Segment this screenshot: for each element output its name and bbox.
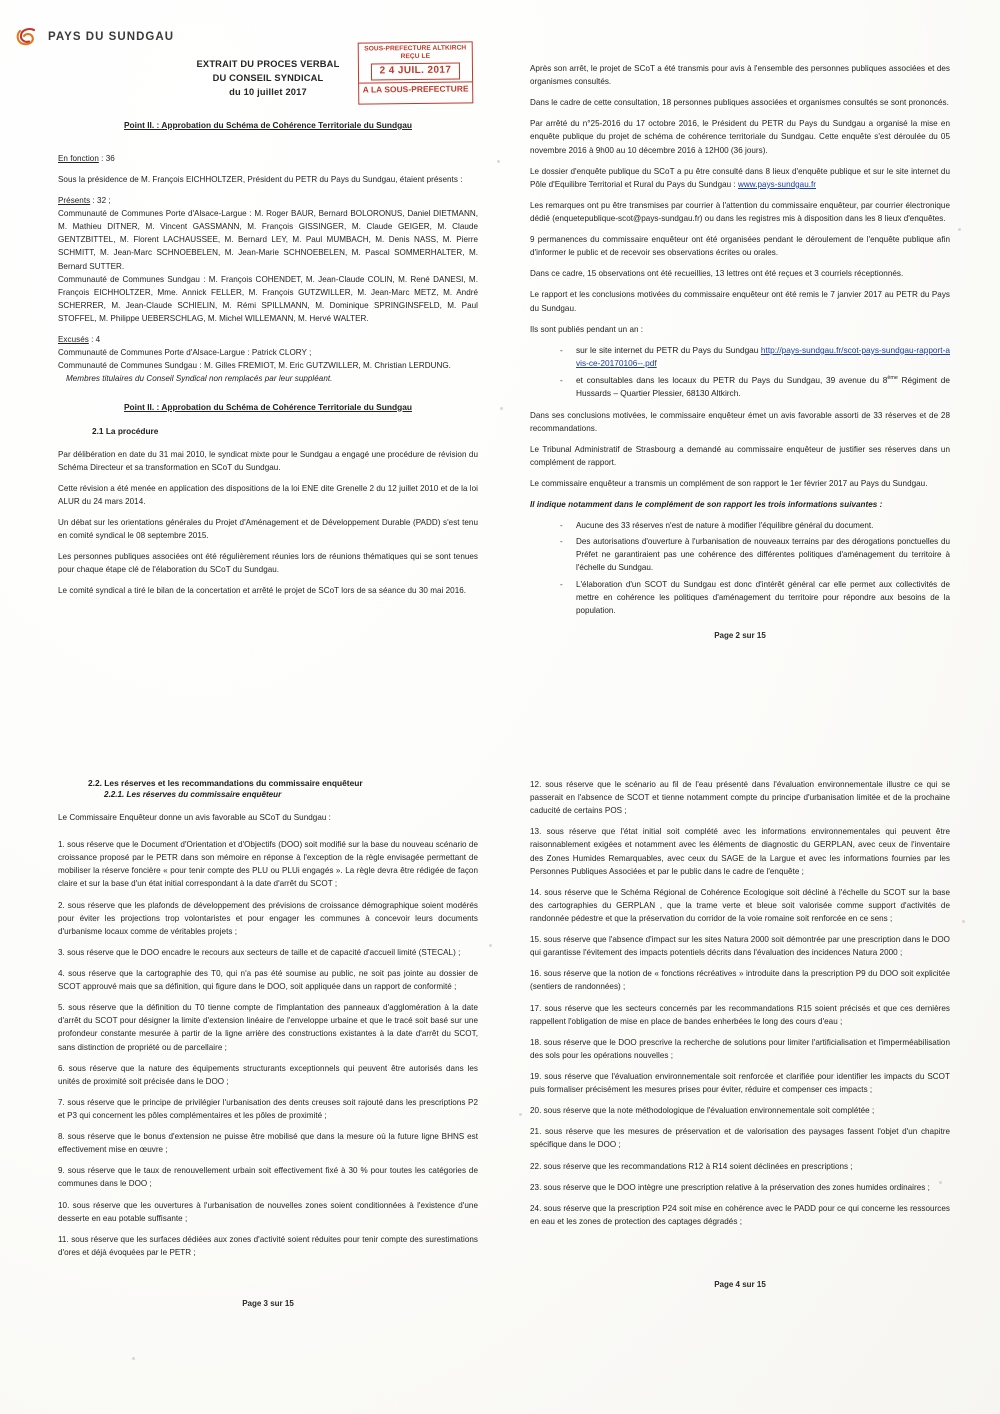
presents-cc-sundgau: Communauté de Communes Sundgau : M. François COHENDET, M. Jean-Claude COLIN, M. René DANESI, M. François EICHHOLTZER, Mme. Annick FELLER, M. François GUTZWILLER, M. Jean-Marc METZ, M. André SCHERRER, M. Jean-Claude SCHIELIN, M. Rémi SPILLMANN, M. Dominique SPRINGINSFELD, M. Paul STOFFEL, M. Philippe UEBERSCHLAG, M. Michel WILLEMANN, M. Hervé WALTER. <box>58 274 478 324</box>
complement-rapport-paragraph: Le commissaire enquêteur a transmis un complément de son rapport le 1er février 2017 au Pays du Sundgau. <box>530 478 928 488</box>
publication-locaux-text: et consultables dans les locaux du PETR du Pays du Sundgau, 39 avenue du 8 <box>576 374 888 385</box>
presents-label: Présents <box>58 196 91 206</box>
reserve-item: 12. sous réserve que le scénario au fil de l'eau présenté dans l'évaluation environnementale illustre ce qui se passerait en l'absence de SCOT et tienne notamment compte du principe d'urbanisation limitée et de la prochaine caducité de certains POS ; <box>530 780 950 816</box>
reserve-item: 4. sous réserve que la cartographie des T0, qui n'a pas été soumise au public, ne soit pas jointe au dossier de SCOT approuvé mais que sa définition, qui figure dans le DOO, soit appliquée dans un rapport de conformité ; <box>58 968 478 992</box>
reserve-item: 13. sous réserve que l'état initial soit complété avec les informations environnementales qui peuvent être raisonnablement exigées et notamment avec les éléments de diagnostic du GERPLAN, avec ceux de l'inventaire des Zones Humides Remarquables, avec ceux du SAGE de la Largue et avec les informations fournies par les Personnes Publiques Associées et par le public dans le cadre de l'enquête ; <box>530 827 950 876</box>
section-2-1-heading: 2.1 La procédure <box>92 425 159 436</box>
consultation-paragraph: Par arrêté du n°25-2016 du 17 octobre 2016, le Président du PETR du Pays du Sundgau a organisé la mise en enquête publique du projet de schéma de cohérence territoriale du Sundgau. Cette enquête s'est déroulée du 05 novembre 2016 à 9h00 au 10 décembre 2016 à 12H00 (36 jours). <box>530 119 950 155</box>
point-ii-title-repeat: Point II. : Approbation du Schéma de Cohérence Territoriale du Sundgau <box>123 401 413 412</box>
procedure-paragraph: Cette révision a été menée en application des dispositions de la loi ENE dite Grenelle 2 du 12 juillet 2010 et de la loi ALUR du 24 mars 2014. <box>58 483 478 506</box>
commissaire-avis-intro: Le Commissaire Enquêteur donne un avis favorable au SCoT du Sundgau : <box>58 813 331 822</box>
procedure-paragraph: Un débat sur les orientations générales du Projet d'Aménagement et de Développement Durable (PADD) s'est tenu en comité syndical le 08 septembre 2015. <box>58 518 478 541</box>
reserve-item: 11. sous réserve que les surfaces dédiées aux zones d'activité soient réduites pour tenir compte des surestimations d'ores et déjà évoquées par le PETR ; <box>58 1234 478 1257</box>
reserve-item: 8. sous réserve que le bonus d'extension ne puisse être mobilisé que dans la mesure où la future ligne BHNS est effectivement mise en œuvre ; <box>58 1132 478 1155</box>
organization-logo <box>14 24 174 50</box>
reserve-item: 14. sous réserve que le Schéma Régional de Cohérence Ecologique soit décliné à l'échelle du SCOT sur la base des cartographies du GERPLAN , que la trame verte et bleue soit valorisée comme support d'activités de randonnée pédestre et que la préservation du corridor de la voie romaine soit renforcée en ce sens ; <box>530 887 950 923</box>
presents-cc-porte-alsace-largue: Communauté de Communes Porte d'Alsace-Largue : M. Roger BAUR, Bernard BOLORONUS, Daniel DIETMANN, M. Mathieu DITNER, M. Vincent GASSMANN, M. François GISSINGER, M. Claude GEIGER, M. Claude GENTZBITTEL, M. Florent LACHAUSSEE, M. Bernard LEY, M. Paul MUMBACH, M. Denis NASS, M. Pierre SCHMITT, M. Jean-Marc SCHNOEBELEN, M. Jean-Marie SCHNOEBELEN, M. Pascal SOMMERHALTER, M. Bernard SUTTER. <box>58 209 478 271</box>
page-2-right-column <box>530 62 950 640</box>
conclusions-motivees-paragraph: Dans ses conclusions motivées, le commissaire enquêteur émet un avis favorable assorti de 33 réserves et de 28 recommandations. <box>530 410 950 433</box>
consultation-paragraph: Après son arrêt, le projet de SCoT a été transmis pour avis à l'ensemble des personnes publiques associées et des organismes consultés. <box>530 64 950 87</box>
presents-line <box>58 194 478 207</box>
reserve-item: 2. sous réserve que les plafonds de développement des prévisions de croissance démographique soient modérés pour éviter les projections trop volontaristes et pour engager les communes à concevoir leurs documents d'urbanisme locaux comme de véritables projets ; <box>58 900 478 936</box>
presents-value: : 32 ; <box>92 196 111 206</box>
reserve-item: 5. sous réserve que la définition du T0 tienne compte de l'implantation des panneaux d'agglomération à la date d'arrêt du SCOT pour désigner la limite d'extension linéaire de l'enveloppe urbaine et que le tracé soit basé sur une profondeur constante mesurée à partir de la ligne arrière des constructions existantes à la date d'arrêt du SCOT, sans distinction de propriété ou de parcellaire ; <box>58 1003 478 1052</box>
prefecture-stamp <box>358 41 474 104</box>
reserve-item: 17. sous réserve que les secteurs concernés par les recommandations R15 soient précisés et que ces dernières rappellent l'obligation de mise en place de bandes enherbées le long des cours d'eau ; <box>530 1003 950 1026</box>
procedure-paragraph: Le comité syndical a tiré le bilan de la concertation et arrêté le projet de SCoT lors de sa séance du 30 mai 2016. <box>58 586 467 596</box>
section-2-2-1-heading: 2.2.1. Les réserves du commissaire enquêteur <box>104 790 282 799</box>
reserve-item: 19. sous réserve que l'évaluation environnementale soit renforcée et clarifiée pour identifier les impacts du SCOT puis formaliser précisément les mesures prises pour éviter, réduire et compenser ces impacts ; <box>530 1071 950 1095</box>
stamp-line-1: SOUS-PREFECTURE ALTKIRCH <box>364 44 467 53</box>
list-item <box>530 374 950 401</box>
page-footer: Page 3 sur 15 <box>242 1298 294 1308</box>
pays-sundgau-website-link[interactable]: www.pays-sundgau.fr <box>738 179 817 189</box>
excuses-line <box>58 333 478 346</box>
reserve-item: 21. sous réserve que les mesures de préservation et de valorisation des paysages fassent l'objet d'un chapitre spécifique dans le DOO ; <box>530 1127 950 1150</box>
permanences-paragraph: 9 permanences du commissaire enquêteur ont été organisées pendant le déroulement de l'enquête publique afin d'informer le public et de recevoir ses observations écrites ou orales. <box>530 235 950 258</box>
reserve-item: 1. sous réserve que le Document d'Orientation et d'Objectifs (DOO) soit modifié sur la base du nouveau scénario de croissance proposé par le PETR dans son mémoire en réponse à l'exception de la règle envisagée permettant de mobiliser la réserve foncière « pour tenir compte des PLU ou PLUi engagés ». La règle devra être rédigée de façon claire et sur la base d'un état initial correspondant à la date d'arrêt du SCOT ; <box>58 840 478 889</box>
stamp-line-4: A LA SOUS-PREFECTURE <box>359 81 472 95</box>
excuses-cc-sundgau: Communauté de Communes Sundgau : M. Gilles FREMIOT, M. Eric GUTZWILLER, M. Christian LERDUNG. <box>58 361 451 371</box>
list-item: - Des autorisations d'ouverture à l'urbanisation de nouveaux terrains par des dérogations ponctuelles du Préfet ne garantiraient pas une cohérence des différentes politiques d'aménagement du territoire à l'échelle du Sundgau. <box>530 535 950 574</box>
rapport-remis-paragraph: Le rapport et les conclusions motivées du commissaire enquêteur ont été remis le 7 janvier 2017 au PETR du Pays du Sundgau. <box>530 290 950 313</box>
en-fonction-line <box>58 152 478 165</box>
complement-list <box>530 519 950 617</box>
publication-locaux-text-2: Régiment de Hussards – Quartier Plessier, 68130 Altkirch. <box>576 374 950 399</box>
reserve-item: 9. sous réserve que le taux de renouvellement urbain soit effectivement fixé à 30 % pour toutes les catégories de communes dans le DOO ; <box>58 1166 478 1189</box>
consultation-paragraph: Dans le cadre de cette consultation, 18 personnes publiques associées et organismes consultés se sont prononcés. <box>530 98 949 108</box>
list-item: - Aucune des 33 réserves n'est de nature à modifier l'équilibre général du document. <box>530 519 950 532</box>
reserve-item: 3. sous réserve que le DOO encadre le recours aux secteurs de taille et de capacité d'accueil limité (STECAL) ; <box>58 947 461 957</box>
rapport-avis-pdf-link[interactable]: http://pays-sundgau.fr/scot-pays-sundgau-rapport-avis-ce-20170106--.pdf <box>576 344 950 369</box>
list-item <box>530 344 950 371</box>
ordinal-suffix: ème <box>887 374 898 381</box>
excuses-value: : 4 <box>91 335 101 345</box>
reserve-item: 6. sous réserve que la nature des équipements structurants exceptionnels qui peuvent être autorisés dans les unités de proximité soit précisée dans le DOO ; <box>58 1063 478 1086</box>
publication-list <box>530 344 950 401</box>
page-2-left-column <box>58 58 478 606</box>
en-fonction-label: En fonction <box>58 153 99 163</box>
reserve-item: 24. sous réserve que la prescription P24 soit mise en cohérence avec le PADD pour ce qui concerne les ressources en eau et les zones de protection des captages dégradés ; <box>530 1203 950 1226</box>
procedure-paragraph: Par délibération en date du 31 mai 2010, le syndicat mixte pour le Sundgau a engagé une procédure de révision du Schéma Directeur et sa transformation en SCoT du Sundgau. <box>58 449 478 472</box>
organization-name: PAYS DU SUNDGAU <box>48 31 175 43</box>
list-item: - L'élaboration d'un SCOT du Sundgau est donc d'intérêt général car elle permet aux collectivités de mettre en cohérence les politiques d'aménagement du territoire pour répondre aux besoins de la population. <box>530 578 950 617</box>
tribunal-administratif-paragraph: Le Tribunal Administratif de Strasbourg a demandé au commissaire enquêteur de justifier ses réserves dans un complément de rapport. <box>530 444 950 467</box>
en-fonction-value: : 36 <box>101 153 115 163</box>
page-4-right-column <box>530 778 950 1289</box>
remarques-paragraph: Les remarques ont pu être transmises par courrier à l'attention du commissaire enquêteur, par courrier électronique dédié (enquetepublique-scot@pays-sundgau.fr) ou dans les registres mis à disposition dans les 8 lieux d'enquêtes. <box>530 200 950 223</box>
stamp-line-2: REÇU LE <box>400 53 431 61</box>
complement-intro: Il indique notamment dans le complément de son rapport les trois informations suivantes : <box>530 500 883 510</box>
procedure-paragraph: Les personnes publiques associées ont été régulièrement réunies lors de réunions thématiques qui se sont tenues pour chaque étape clé de l'élaboration du SCoT du Sundgau. <box>58 552 478 575</box>
dossier-enquete-paragraph <box>530 165 950 191</box>
stamp-date: 2 4 JUIL. 2017 <box>371 63 461 80</box>
publies-intro: Ils sont publiés pendant un an : <box>530 324 644 334</box>
reserve-item: 7. sous réserve que le principe de privilégier l'urbanisation des dents creuses soit rajouté dans les prescriptions P2 et P3 qui concernent les pôles complémentaires et les pôles de proximité ; <box>58 1097 478 1120</box>
section-2-2-heading: 2.2. Les réserves et les recommandations du commissaire enquêteur <box>88 778 363 788</box>
page-3-left-column <box>58 778 478 1308</box>
spiral-logo-icon <box>14 24 40 50</box>
dossier-enquete-text: Le dossier d'enquête publique du SCoT a pu être consulté dans 8 lieux d'enquête publique et sur le site internet du Pôle d'Equilibre Territorial et Rural du Pays du Sundgau : <box>530 166 950 189</box>
publication-site-text: sur le site internet du PETR du Pays du Sundgau <box>576 344 761 355</box>
page-footer: Page 4 sur 15 <box>714 1279 766 1289</box>
excuses-cc-porte-alsace-largue: Communauté de Communes Porte d'Alsace-Largue : Patrick CLORY ; <box>58 348 312 358</box>
point-ii-title: Point II. : Approbation du Schéma de Cohérence Territoriale du Sundgau <box>123 119 413 130</box>
reserve-item: 23. sous réserve que le DOO intègre une prescription relative à la préservation des zones humides ordinaires ; <box>530 1182 930 1192</box>
document-title-line-2: DU CONSEIL SYNDICAL <box>212 72 324 83</box>
observations-paragraph: Dans ce cadre, 15 observations ont été recueillies, 13 lettres ont été reçues et 3 courriels réceptionnés. <box>530 269 904 279</box>
reserve-item: 15. sous réserve que l'absence d'impact sur les sites Natura 2000 soit démontrée par une prescription dans le DOO qui garantisse l'évitement des impacts potentiels décrits dans l'évaluation des incidences Natura 2000 ; <box>530 935 950 958</box>
reserve-item: 10. sous réserve que les ouvertures à l'urbanisation de nouvelles zones soient conditionnées à l'existence d'une desserte en eau potable suffisante ; <box>58 1200 478 1223</box>
excuses-note: Membres titulaires du Conseil Syndical non remplacés par leur suppléant. <box>66 374 333 384</box>
reserve-item: 18. sous réserve que le DOO prescrive la recherche de solutions pour limiter l'artificialisation et l'imperméabilisation des sols pour les opérations nouvelles ; <box>530 1037 950 1060</box>
document-title-line-3: du 10 juillet 2017 <box>229 86 307 97</box>
reserve-item: 20. sous réserve que la note méthodologique de l'évaluation environnementale soit complétée ; <box>530 1106 875 1116</box>
reserve-item: 22. sous réserve que les recommandations R12 à R14 soient déclinées en prescriptions ; <box>530 1161 853 1171</box>
excuses-label: Excusés <box>58 335 89 345</box>
page-footer: Page 2 sur 15 <box>714 630 766 640</box>
reserve-item: 16. sous réserve que la notion de « fonctions récréatives » introduite dans la prescription P9 du DOO soit explicitée (sentiers de randonnées) ; <box>530 969 950 992</box>
presidence-paragraph: Sous la présidence de M. François EICHHOLTZER, Président du PETR du Pays du Sundgau, étaient présents : <box>58 174 463 184</box>
document-title-line-1: EXTRAIT DU PROCES VERBAL <box>196 59 340 69</box>
